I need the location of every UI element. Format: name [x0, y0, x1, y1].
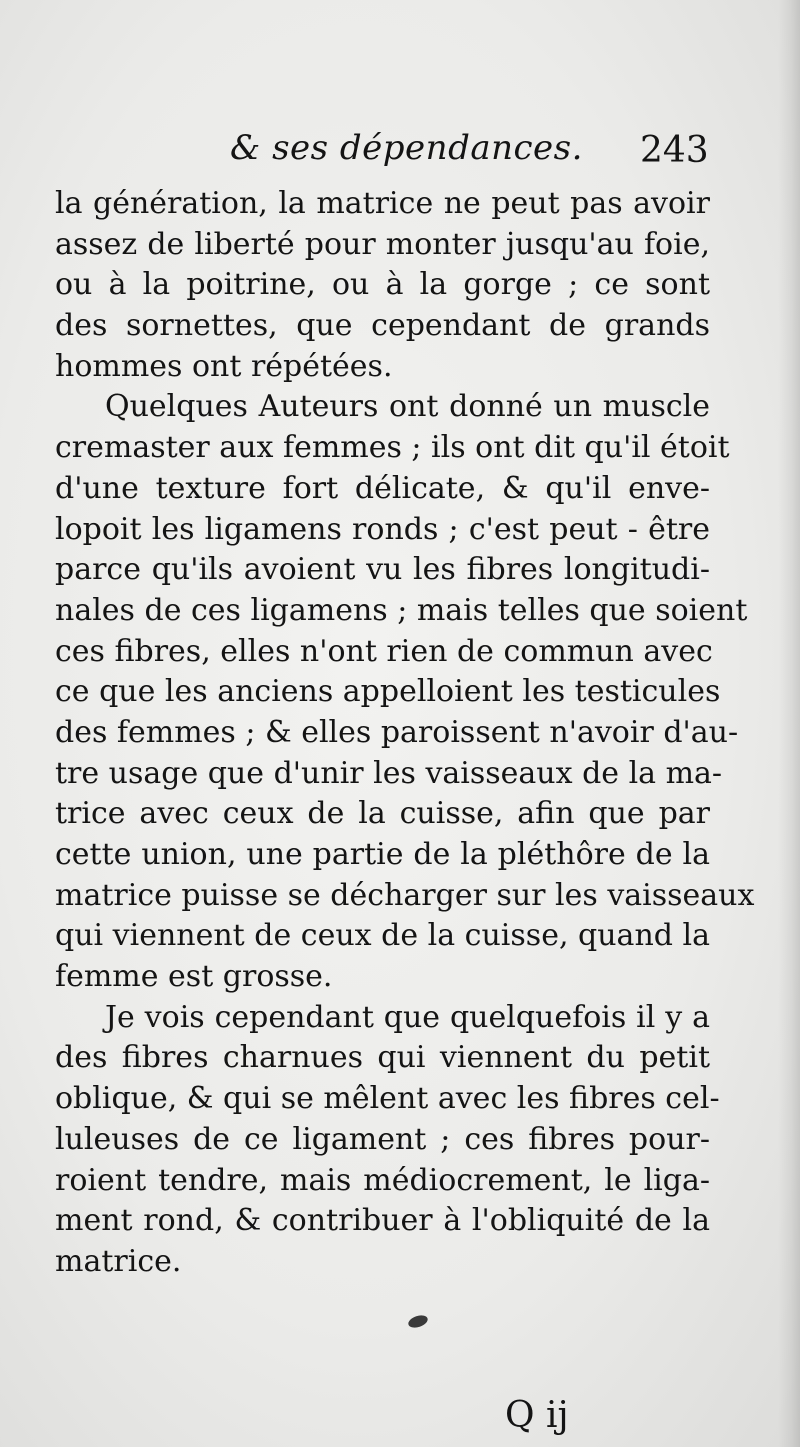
text-line: roient tendre, mais médiocrement, le liga- — [55, 1162, 710, 1198]
text-line: nales de ces ligamens ; mais telles que soient — [55, 592, 748, 628]
text-line: lopoit les ligamens ronds ; c'est peut - être — [55, 511, 710, 547]
paragraph-1 — [55, 184, 710, 387]
text-line: cette union, une partie de la pléthôre de la — [55, 837, 710, 872]
body-text — [55, 184, 755, 1283]
text-line: la génération, la matrice ne peut pas avoir — [55, 186, 710, 221]
text-line: ce que les anciens appelloient les testicules — [55, 674, 721, 710]
text-line: Quelques Auteurs ont donné un muscle — [105, 389, 710, 425]
text-line: luleuses de ce ligament ; ces fibres pour- — [55, 1121, 710, 1157]
text-line: femme est grosse. — [55, 959, 333, 995]
text-line: tre usage que d'unir les vaisseaux de la ma- — [55, 755, 723, 791]
text-line: matrice puisse se décharger sur les vaisseaux — [55, 877, 755, 913]
text-line: parce qu'ils avoient vu les fibres longitudi- — [55, 552, 710, 588]
text-line: des femmes ; & elles paroissent n'avoir d'au- — [55, 714, 739, 750]
paragraph-3 — [55, 998, 720, 1283]
running-title: & ses dépendances. — [230, 128, 583, 168]
text-line: qui viennent de ceux de la cuisse, quand la — [55, 918, 710, 954]
text-line: d'une texture fort délicate, & qu'il enve- — [55, 470, 710, 506]
page-edge-shadow — [778, 0, 800, 1447]
text-line: oblique, & qui se mêlent avec les fibres cel- — [55, 1081, 720, 1117]
text-line: hommes ont répétées. — [55, 348, 393, 384]
ink-blot — [407, 1313, 429, 1330]
text-line: matrice. — [55, 1243, 182, 1279]
paragraph-2 — [55, 387, 755, 997]
text-line: ou à la poitrine, ou à la gorge ; ce sont — [55, 267, 710, 303]
page-header — [0, 128, 800, 180]
text-line: des fibres charnues qui viennent du petit — [55, 1040, 710, 1076]
text-line: ment rond, & contribuer à l'obliquité de la — [55, 1203, 710, 1239]
signature-mark: Q ij — [505, 1395, 569, 1436]
text-line: ces fibres, elles n'ont rien de commun avec — [55, 633, 713, 669]
text-line: assez de liberté pour monter jusqu'au foie, — [55, 226, 710, 262]
text-line: cremaster aux femmes ; ils ont dit qu'il étoit — [55, 430, 730, 466]
page-number: 243 — [640, 130, 709, 171]
text-line: trice avec ceux de la cuisse, afin que par — [55, 796, 710, 832]
text-line: des sornettes, que cependant de grands — [55, 308, 710, 344]
text-line: Je vois cependant que quelquefois il y a — [105, 999, 710, 1035]
